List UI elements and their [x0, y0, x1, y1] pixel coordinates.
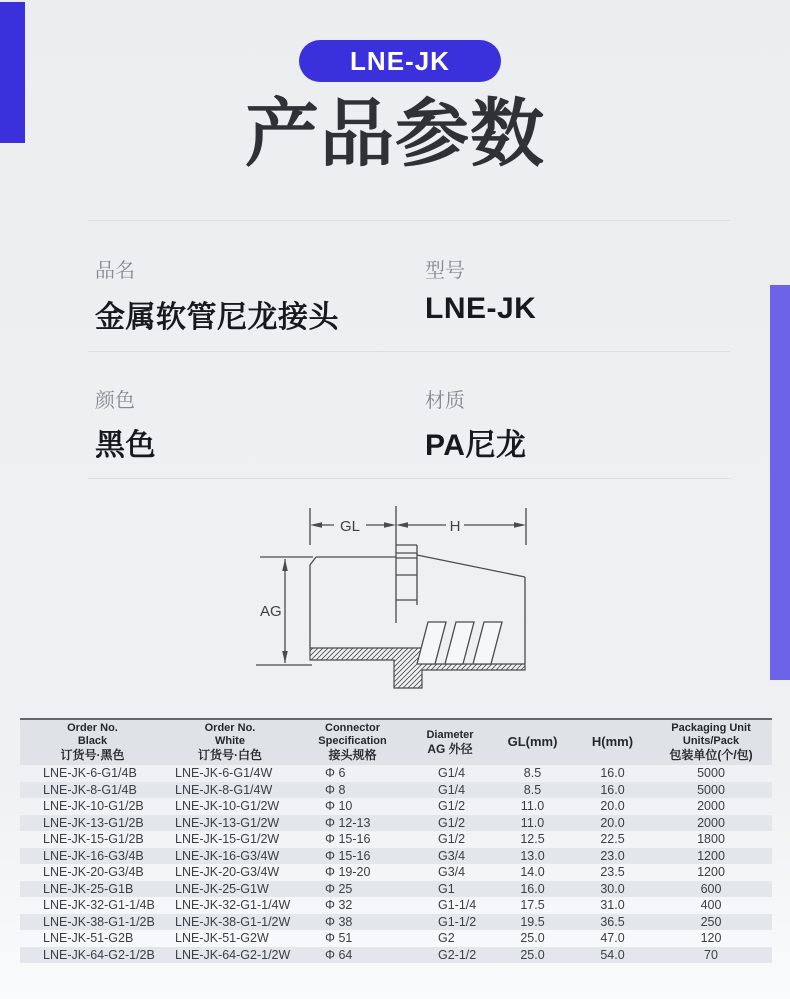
table-row — [20, 930, 772, 947]
table-cell: 23.0 — [600, 848, 625, 863]
field-label-color: 颜色 — [95, 390, 135, 412]
table-cell: 1200 — [697, 848, 725, 863]
table-cell: LNE-JK-38-G1-1/2B — [43, 914, 155, 929]
col-header-order-white — [165, 722, 295, 762]
table-cell: 11.0 — [520, 815, 545, 830]
table-cell: 120 — [700, 931, 722, 946]
table-cell: LNE-JK-64-G2-1/2B — [43, 947, 155, 962]
table-cell: 8.5 — [523, 766, 542, 781]
table-row — [20, 947, 772, 964]
table-cell: 1200 — [697, 865, 725, 880]
table-cell: G1-1/2 — [438, 914, 477, 929]
table-row — [20, 897, 772, 914]
table-cell: 25.0 — [520, 947, 545, 962]
table-row — [20, 848, 772, 865]
field-label-material: 材质 — [425, 390, 465, 412]
table-cell: Φ 10 — [325, 799, 353, 814]
table-cell: 400 — [700, 898, 722, 913]
col-header-text: Connector Specification — [318, 722, 387, 747]
table-cell: LNE-JK-16-G3/4B — [43, 848, 144, 863]
field-label-product-name: 品名 — [95, 260, 135, 282]
table-cell: LNE-JK-10-G1/2B — [43, 799, 144, 814]
field-value-color: 黑色 — [95, 429, 156, 462]
col-header-text: H(mm) — [591, 734, 634, 750]
col-header-connector-spec — [295, 722, 410, 762]
table-cell: Φ 6 — [325, 766, 346, 781]
table-cell: 1800 — [697, 832, 725, 847]
table-cell: G3/4 — [438, 848, 466, 863]
table-cell: 23.5 — [600, 865, 625, 880]
table-cell: 600 — [700, 881, 722, 896]
table-row — [20, 815, 772, 832]
table-cell: 54.0 — [600, 947, 625, 962]
col-header-text: 包装单位(个/包) — [669, 748, 753, 763]
table-cell: LNE-JK-16-G3/4W — [175, 848, 280, 863]
table-cell: Φ 38 — [325, 914, 353, 929]
table-cell: 5000 — [697, 766, 725, 781]
table-cell: 47.0 — [600, 931, 625, 946]
col-header-gl — [490, 735, 575, 750]
table-row — [20, 881, 772, 898]
table-row — [20, 782, 772, 799]
right-accent-bar — [770, 285, 790, 680]
table-cell: LNE-JK-13-G1/2B — [43, 815, 144, 830]
table-cell: 2000 — [697, 815, 725, 830]
col-header-text: Order No. — [204, 722, 256, 735]
table-cell: Φ 15-16 — [325, 832, 371, 847]
table-cell: LNE-JK-20-G3/4W — [175, 865, 280, 880]
table-cell: 20.0 — [600, 815, 625, 830]
table-cell: 20.0 — [600, 799, 625, 814]
table-cell: LNE-JK-38-G1-1/2W — [175, 914, 291, 929]
table-row — [20, 914, 772, 931]
col-header-text: 订货号·白色 — [198, 748, 262, 763]
table-cell: 16.0 — [600, 782, 625, 797]
table-cell: G1-1/4 — [438, 898, 477, 913]
table-cell: LNE-JK-15-G1/2W — [175, 832, 280, 847]
table-cell: Φ 25 — [325, 881, 353, 896]
dim-label-gl: GL — [339, 518, 361, 535]
col-header-text: Packaging Unit — [671, 722, 751, 735]
table-row — [20, 798, 772, 815]
table-cell: G1/2 — [438, 832, 466, 847]
col-header-text: White — [215, 734, 245, 747]
model-badge: LNE-JK — [299, 40, 501, 82]
table-row — [20, 831, 772, 848]
table-cell: LNE-JK-32-G1-1/4W — [175, 898, 291, 913]
table-cell: LNE-JK-25-G1B — [43, 881, 134, 896]
table-cell: G1/4 — [438, 782, 466, 797]
col-header-text: Black — [77, 734, 108, 747]
table-cell: 250 — [700, 914, 722, 929]
col-header-diameter — [410, 729, 490, 757]
table-cell: G1/2 — [438, 815, 466, 830]
field-value-material: PA尼龙 — [425, 429, 527, 462]
table-cell: Φ 64 — [325, 947, 353, 962]
col-header-text: AG 外径 — [427, 741, 473, 756]
field-label-model: 型号 — [425, 260, 465, 282]
table-cell: LNE-JK-20-G3/4B — [43, 865, 144, 880]
table-cell: 36.5 — [600, 914, 625, 929]
col-header-order-black — [20, 722, 165, 762]
col-header-h — [575, 735, 650, 750]
col-header-text: Units/Pack — [682, 734, 740, 747]
table-cell: 31.0 — [600, 898, 625, 913]
table-cell: G2 — [438, 931, 455, 946]
divider — [88, 478, 730, 479]
table-cell: LNE-JK-51-G2W — [175, 931, 269, 946]
table-cell: Φ 19-20 — [325, 865, 371, 880]
table-cell: LNE-JK-25-G1W — [175, 881, 269, 896]
field-value-model: LNE-JK — [425, 292, 537, 325]
page-title: 产品参数 — [245, 92, 545, 175]
table-cell: Φ 15-16 — [325, 848, 371, 863]
table-cell: LNE-JK-10-G1/2W — [175, 799, 280, 814]
table-cell: 22.5 — [600, 832, 625, 847]
table-body — [20, 765, 772, 963]
table-cell: G1/4 — [438, 766, 466, 781]
table-cell: 13.0 — [520, 848, 545, 863]
spec-table — [20, 718, 772, 963]
table-cell: 8.5 — [523, 782, 542, 797]
table-cell: LNE-JK-6-G1/4W — [175, 766, 273, 781]
table-cell: 25.0 — [520, 931, 545, 946]
field-value-product-name: 金属软管尼龙接头 — [95, 301, 339, 334]
table-cell: LNE-JK-8-G1/4W — [175, 782, 273, 797]
table-cell: LNE-JK-51-G2B — [43, 931, 134, 946]
table-cell: LNE-JK-64-G2-1/2W — [175, 947, 291, 962]
table-row — [20, 765, 772, 782]
col-header-text: Order No. — [67, 722, 118, 735]
table-cell: LNE-JK-13-G1/2W — [175, 815, 280, 830]
divider — [88, 351, 730, 352]
col-header-text: 订货号·黑色 — [60, 748, 125, 763]
table-cell: 16.0 — [520, 881, 545, 896]
table-cell: LNE-JK-32-G1-1/4B — [43, 898, 155, 913]
table-cell: G2-1/2 — [438, 947, 477, 962]
table-cell: 5000 — [697, 782, 725, 797]
table-cell: G1/2 — [438, 799, 466, 814]
table-cell: 30.0 — [600, 881, 625, 896]
table-cell: 70 — [704, 947, 718, 962]
table-cell: 2000 — [697, 799, 725, 814]
table-cell: LNE-JK-6-G1/4B — [43, 766, 137, 781]
col-header-packaging — [650, 722, 772, 762]
col-header-text: GL(mm) — [507, 734, 558, 750]
table-cell: Φ 8 — [325, 782, 346, 797]
table-cell: LNE-JK-8-G1/4B — [43, 782, 137, 797]
table-cell: G1 — [438, 881, 455, 896]
table-cell: Φ 32 — [325, 898, 353, 913]
table-cell: 14.0 — [520, 865, 545, 880]
table-cell: G3/4 — [438, 865, 466, 880]
table-cell: Φ 51 — [325, 931, 353, 946]
col-header-text: Diameter — [426, 728, 474, 741]
dim-label-h: H — [449, 518, 461, 535]
table-cell: Φ 12-13 — [325, 815, 371, 830]
table-cell: 11.0 — [520, 799, 545, 814]
table-cell: 12.5 — [520, 832, 545, 847]
table-cell: LNE-JK-15-G1/2B — [43, 832, 144, 847]
table-cell: 19.5 — [520, 914, 545, 929]
divider — [88, 220, 730, 221]
table-header-row — [20, 720, 772, 765]
table-row — [20, 864, 772, 881]
technical-diagram — [248, 498, 548, 708]
col-header-text: 接头规格 — [328, 748, 377, 763]
dim-label-ag: AG — [260, 603, 282, 620]
table-cell: 16.0 — [600, 766, 625, 781]
table-cell: 17.5 — [520, 898, 545, 913]
